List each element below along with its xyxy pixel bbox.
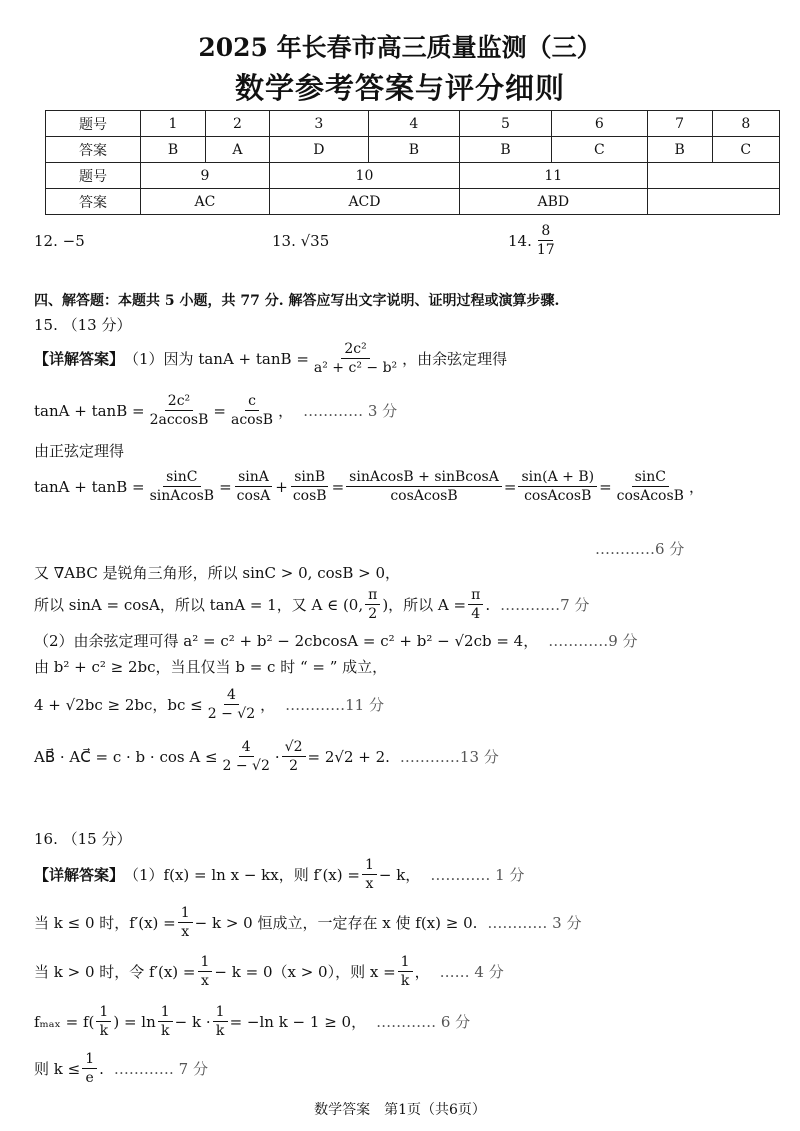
cell: 2 [205,111,269,137]
cell: 6 [552,111,648,137]
numerator: sin(A + B) [518,468,597,487]
math-text: · [274,747,280,766]
q15-line [34,656,387,677]
numerator: sinC [163,468,200,487]
fraction [228,392,276,429]
math-text: tanA + tanB = [34,477,145,496]
q15-line [34,468,704,505]
page-footer: 数学答案 第1页（共6页） [314,1102,486,1118]
math-text: = −ln k − 1 ≥ 0， [229,1013,367,1031]
fraction [518,468,597,505]
fraction [282,738,306,775]
fraction [205,686,258,723]
fraction [234,468,274,505]
fraction [398,953,413,990]
denominator: 2 − √2 [207,706,256,722]
numerator: π [468,586,483,605]
numerator: 1 [198,953,213,972]
math-text: . [485,595,491,614]
score-marker: …… 4 分 [439,963,504,981]
q15-line [34,440,124,461]
q16-line [34,904,582,941]
fraction [290,468,330,505]
math-text: ) = ln [113,1012,156,1031]
denominator: k [215,1023,225,1039]
denominator: 2 [289,758,299,774]
cell: C [712,137,779,163]
q15-line [34,562,400,583]
fraction [82,1050,97,1087]
exam-subtitle: 数学参考答案与评分细则 [234,71,565,105]
q15-line [34,340,507,377]
table-row [46,111,780,137]
score-marker: …………6 分 [595,540,685,558]
denominator: k [160,1023,170,1039]
cell: 10 [269,163,459,189]
answer-12 [34,232,85,250]
q16-line [34,953,504,990]
row-label: 答案 [46,137,141,163]
math-text: fₘₐₓ = f( [34,1012,95,1031]
math-text: 15. （13 分） [34,316,132,334]
math-text: 12. −5 [34,232,85,250]
math-text: AB⃗ · AC⃗ = c · b · cos A ≤ [34,747,218,766]
math-text: + [275,477,288,496]
math-text: − k， [378,866,421,884]
q15-line [34,586,589,623]
denominator: 2 − √2 [222,758,270,774]
cell: 1 [141,111,206,137]
score-marker: …………13 分 [399,748,499,766]
math-text: ， [260,696,276,714]
denominator: 2accosB [149,412,209,428]
q15-line [34,630,638,651]
cell: B [368,137,459,163]
math-text: 由正弦定理得 [34,442,125,460]
math-text: tanA + tanB = [34,401,145,420]
math-text: （1）f(x) = ln x − kx，则 f′(x) = [124,866,360,884]
score-marker: ………… 7 分 [113,1060,208,1078]
fraction [365,586,380,623]
fraction [147,392,212,429]
score-marker: ………… 3 分 [303,402,398,420]
fraction [362,856,377,893]
math-text: − k = 0（x > 0），则 x = [214,963,396,981]
cell: 4 [368,111,459,137]
numerator: 2c² [341,340,369,359]
math-text: 当 k ≤ 0 时，f′(x) = [34,914,176,932]
fraction [147,468,218,505]
math-text: ， [278,402,294,420]
math-text: = [503,477,517,496]
denominator: k [400,973,410,989]
fraction [346,468,502,505]
fraction [311,340,400,377]
numerator: 1 [362,856,377,875]
denominator: x [201,973,209,989]
denominator: x [181,924,190,940]
math-text: ， [414,963,430,981]
denominator: 17 [536,242,555,258]
fraction [213,1003,228,1040]
q16-heading [34,828,131,849]
table-row [46,163,780,189]
denominator: 2 [368,606,378,622]
denominator: cosB [292,488,327,504]
answer-13 [272,232,329,250]
math-text: 当 k > 0 时，令 f′(x) = [34,963,196,981]
numerator: sinB [291,468,328,487]
denominator: 4 [471,606,481,622]
cell: 3 [269,111,368,137]
fraction [96,1003,111,1040]
score-marker: …………7 分 [500,596,590,614]
math-text: 又 ∇ABC 是锐角三角形，所以 sinC > 0, cosB > 0， [34,564,401,582]
denominator: cosA [236,488,271,504]
row-label: 题号 [46,163,141,189]
numerator: 1 [178,904,193,923]
numerator: 4 [239,738,254,757]
math-text: ， [688,478,704,496]
math-text: 由 b² + c² ≥ 2bc，当且仅当 b = c 时 “ = ” 成立， [34,658,388,676]
q16-line [34,856,524,893]
numerator: π [365,586,380,605]
math-text: . [99,1059,104,1078]
q16-line [34,1003,470,1040]
math-text: = [599,477,612,496]
math-text: 13. √35 [272,232,330,250]
fraction [198,953,213,990]
numerator: 2c² [165,392,193,411]
q15-heading [34,314,131,335]
cell [647,189,779,215]
q15-line [34,686,384,723]
answer-label: 【详解答案】 [34,866,125,884]
denominator: acosB [230,412,274,428]
fraction [614,468,687,505]
row-label: 答案 [46,189,141,215]
numerator: 1 [96,1003,111,1022]
cell: D [269,137,368,163]
cell: B [647,137,712,163]
denominator: x [365,876,374,892]
denominator: cosAcosB [616,488,684,504]
cell [647,163,779,189]
math-text: 4 + √2bc ≥ 2bc，bc ≤ [34,696,203,714]
section-header: 四、解答题：本题共 5 小题，共 77 分. 解答应写出文字说明、证明过程或演算步骤. [34,293,560,309]
cell: B [141,137,206,163]
score-marker: …………11 分 [285,696,384,714]
numerator: sinAcosB + sinBcosA [346,468,502,487]
cell: 9 [141,163,270,189]
numerator: 1 [158,1003,173,1022]
math-text: ，由余弦定理得 [402,350,508,368]
cell: 11 [459,163,647,189]
answer-label: 【详解答案】 [34,350,125,368]
cell: ACD [269,189,459,215]
q15-line [34,392,397,429]
numerator: sinC [632,468,669,487]
numerator: 1 [213,1003,228,1022]
q15-line [34,738,499,775]
table-row [46,137,780,163]
numerator: 4 [224,686,239,705]
cell: 7 [647,111,712,137]
cell: B [459,137,551,163]
math-text: 所以 sinA = cosA，所以 tanA = 1，又 A ∈ (0, [34,596,364,614]
answer-table [45,110,780,215]
math-text: − k > 0 恒成立，一定存在 x 使 f(x) ≥ 0. [194,914,478,932]
answer-14 [508,222,560,259]
math-text: 16. （15 分） [34,830,132,848]
score-marker: …………9 分 [548,632,638,650]
score-marker: ………… 6 分 [376,1013,471,1031]
fraction [468,586,483,623]
exam-title: 2025 年长春市高三质量监测（三） [198,33,602,62]
score-marker: ………… 1 分 [430,866,525,884]
cell: 5 [459,111,551,137]
denominator: e [85,1070,94,1086]
fraction [158,1003,173,1040]
math-text: )，所以 A = [382,596,467,614]
math-text: （2）由余弦定理可得 a² = c² + b² − 2cbcosA = c² + b² − √2cb = 4， [34,632,539,650]
cell: AC [141,189,270,215]
fraction [534,222,558,259]
cell: A [205,137,269,163]
numerator: 8 [538,222,553,241]
table-row [46,189,780,215]
numerator: 1 [398,953,413,972]
math-text: 则 k ≤ [34,1060,81,1078]
denominator: sinAcosB [149,488,215,504]
denominator: cosAcosB [390,488,458,504]
math-text: = [331,477,345,496]
cell: ABD [459,189,647,215]
numerator: √2 [282,738,306,757]
cell: 8 [712,111,779,137]
denominator: k [99,1023,109,1039]
row-label: 题号 [46,111,141,137]
fraction [220,738,273,775]
math-text: = [213,401,226,420]
fraction [178,904,193,941]
denominator: a² + c² − b² [313,360,398,376]
cell: C [552,137,648,163]
math-text: = [219,477,232,496]
denominator: cosAcosB [524,488,592,504]
math-text: 14. [508,231,532,250]
numerator: 1 [82,1050,97,1069]
score-marker: ………… 3 分 [487,914,582,932]
math-text: = 2√2 + 2. [307,747,390,766]
q15-score [585,538,684,559]
math-text: − k · [174,1012,211,1031]
numerator: sinA [235,468,272,487]
q16-line [34,1050,208,1087]
numerator: c [245,392,259,411]
math-text: （1）因为 tanA + tanB = [124,350,309,368]
